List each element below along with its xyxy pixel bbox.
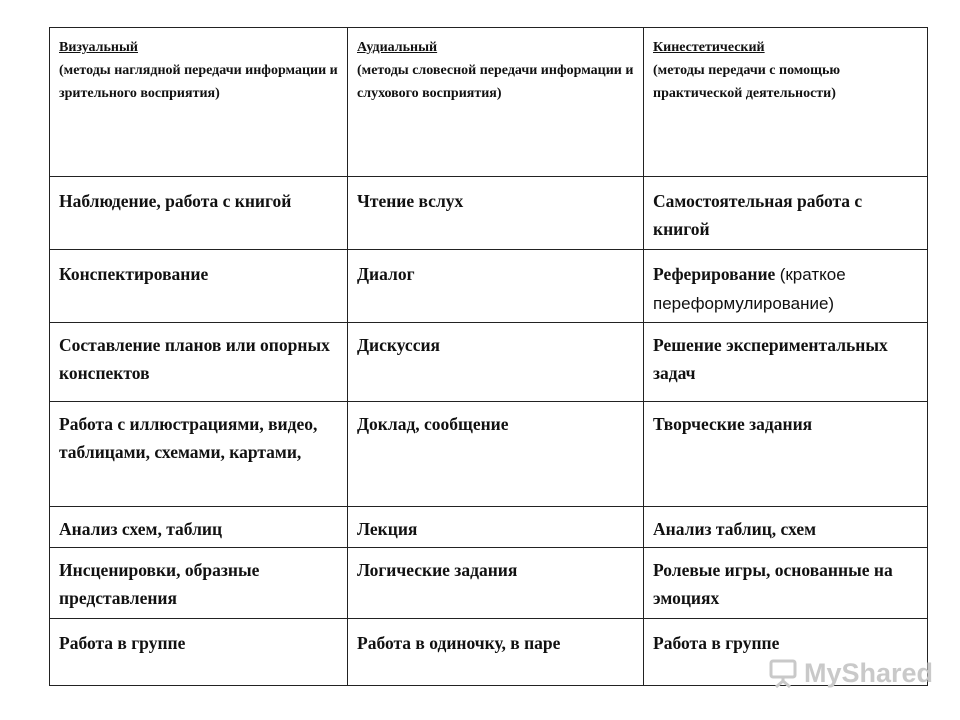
header-subtitle: (методы передачи с помощью практической деятельности) bbox=[653, 63, 841, 101]
table-cell: Творческие задания bbox=[644, 402, 928, 507]
header-cell-visual bbox=[50, 28, 348, 177]
table-cell: Логические задания bbox=[348, 548, 644, 619]
header-title: Аудиальный bbox=[357, 40, 438, 55]
table-row bbox=[50, 548, 928, 619]
table-row bbox=[50, 507, 928, 548]
table-header-row bbox=[50, 28, 928, 177]
table-cell: Работа в одиночку, в паре bbox=[348, 619, 644, 686]
table-row bbox=[50, 402, 928, 507]
header-cell-kinesthetic bbox=[644, 28, 928, 177]
header-subtitle: (методы словесной передачи информации и слухового восприятия) bbox=[357, 63, 634, 101]
table-cell: Решение экспериментальных задач bbox=[644, 323, 928, 402]
table-cell: Чтение вслух bbox=[348, 177, 644, 250]
table-cell: Составление планов или опорных конспектов bbox=[50, 323, 348, 402]
table-cell: Работа в группе bbox=[50, 619, 348, 686]
methods-table bbox=[49, 27, 928, 686]
table-cell: Дискуссия bbox=[348, 323, 644, 402]
table-cell: Инсценировки, образные представления bbox=[50, 548, 348, 619]
table-cell: Ролевые игры, основанные на эмоциях bbox=[644, 548, 928, 619]
watermark-text: MyShared bbox=[804, 658, 934, 688]
table-cell: Анализ таблиц, схем bbox=[644, 507, 928, 548]
table-cell: Лекция bbox=[348, 507, 644, 548]
table-cell: Наблюдение, работа с книгой bbox=[50, 177, 348, 250]
header-cell-audial bbox=[348, 28, 644, 177]
table-cell: Доклад, сообщение bbox=[348, 402, 644, 507]
cell-main-text: Реферирование bbox=[653, 264, 776, 284]
table-cell: Анализ схем, таблиц bbox=[50, 507, 348, 548]
table-cell: Диалог bbox=[348, 250, 644, 323]
table-cell bbox=[644, 250, 928, 323]
table-row bbox=[50, 250, 928, 323]
table-row bbox=[50, 323, 928, 402]
header-title: Кинестетический bbox=[653, 40, 765, 55]
projector-icon bbox=[768, 659, 798, 689]
table-cell: Работа в группе bbox=[644, 619, 928, 686]
header-title: Визуальный bbox=[59, 40, 138, 55]
table-cell: Работа с иллюстрациями, видео, таблицами, схемами, картами, bbox=[50, 402, 348, 507]
header-subtitle: (методы наглядной передачи информации и зрительного восприятия) bbox=[59, 63, 338, 101]
watermark bbox=[768, 658, 933, 689]
table-cell: Самостоятельная работа с книгой bbox=[644, 177, 928, 250]
cell-note-text: (краткое переформулирование) bbox=[653, 265, 846, 313]
table-cell: Конспектирование bbox=[50, 250, 348, 323]
table-row bbox=[50, 177, 928, 250]
